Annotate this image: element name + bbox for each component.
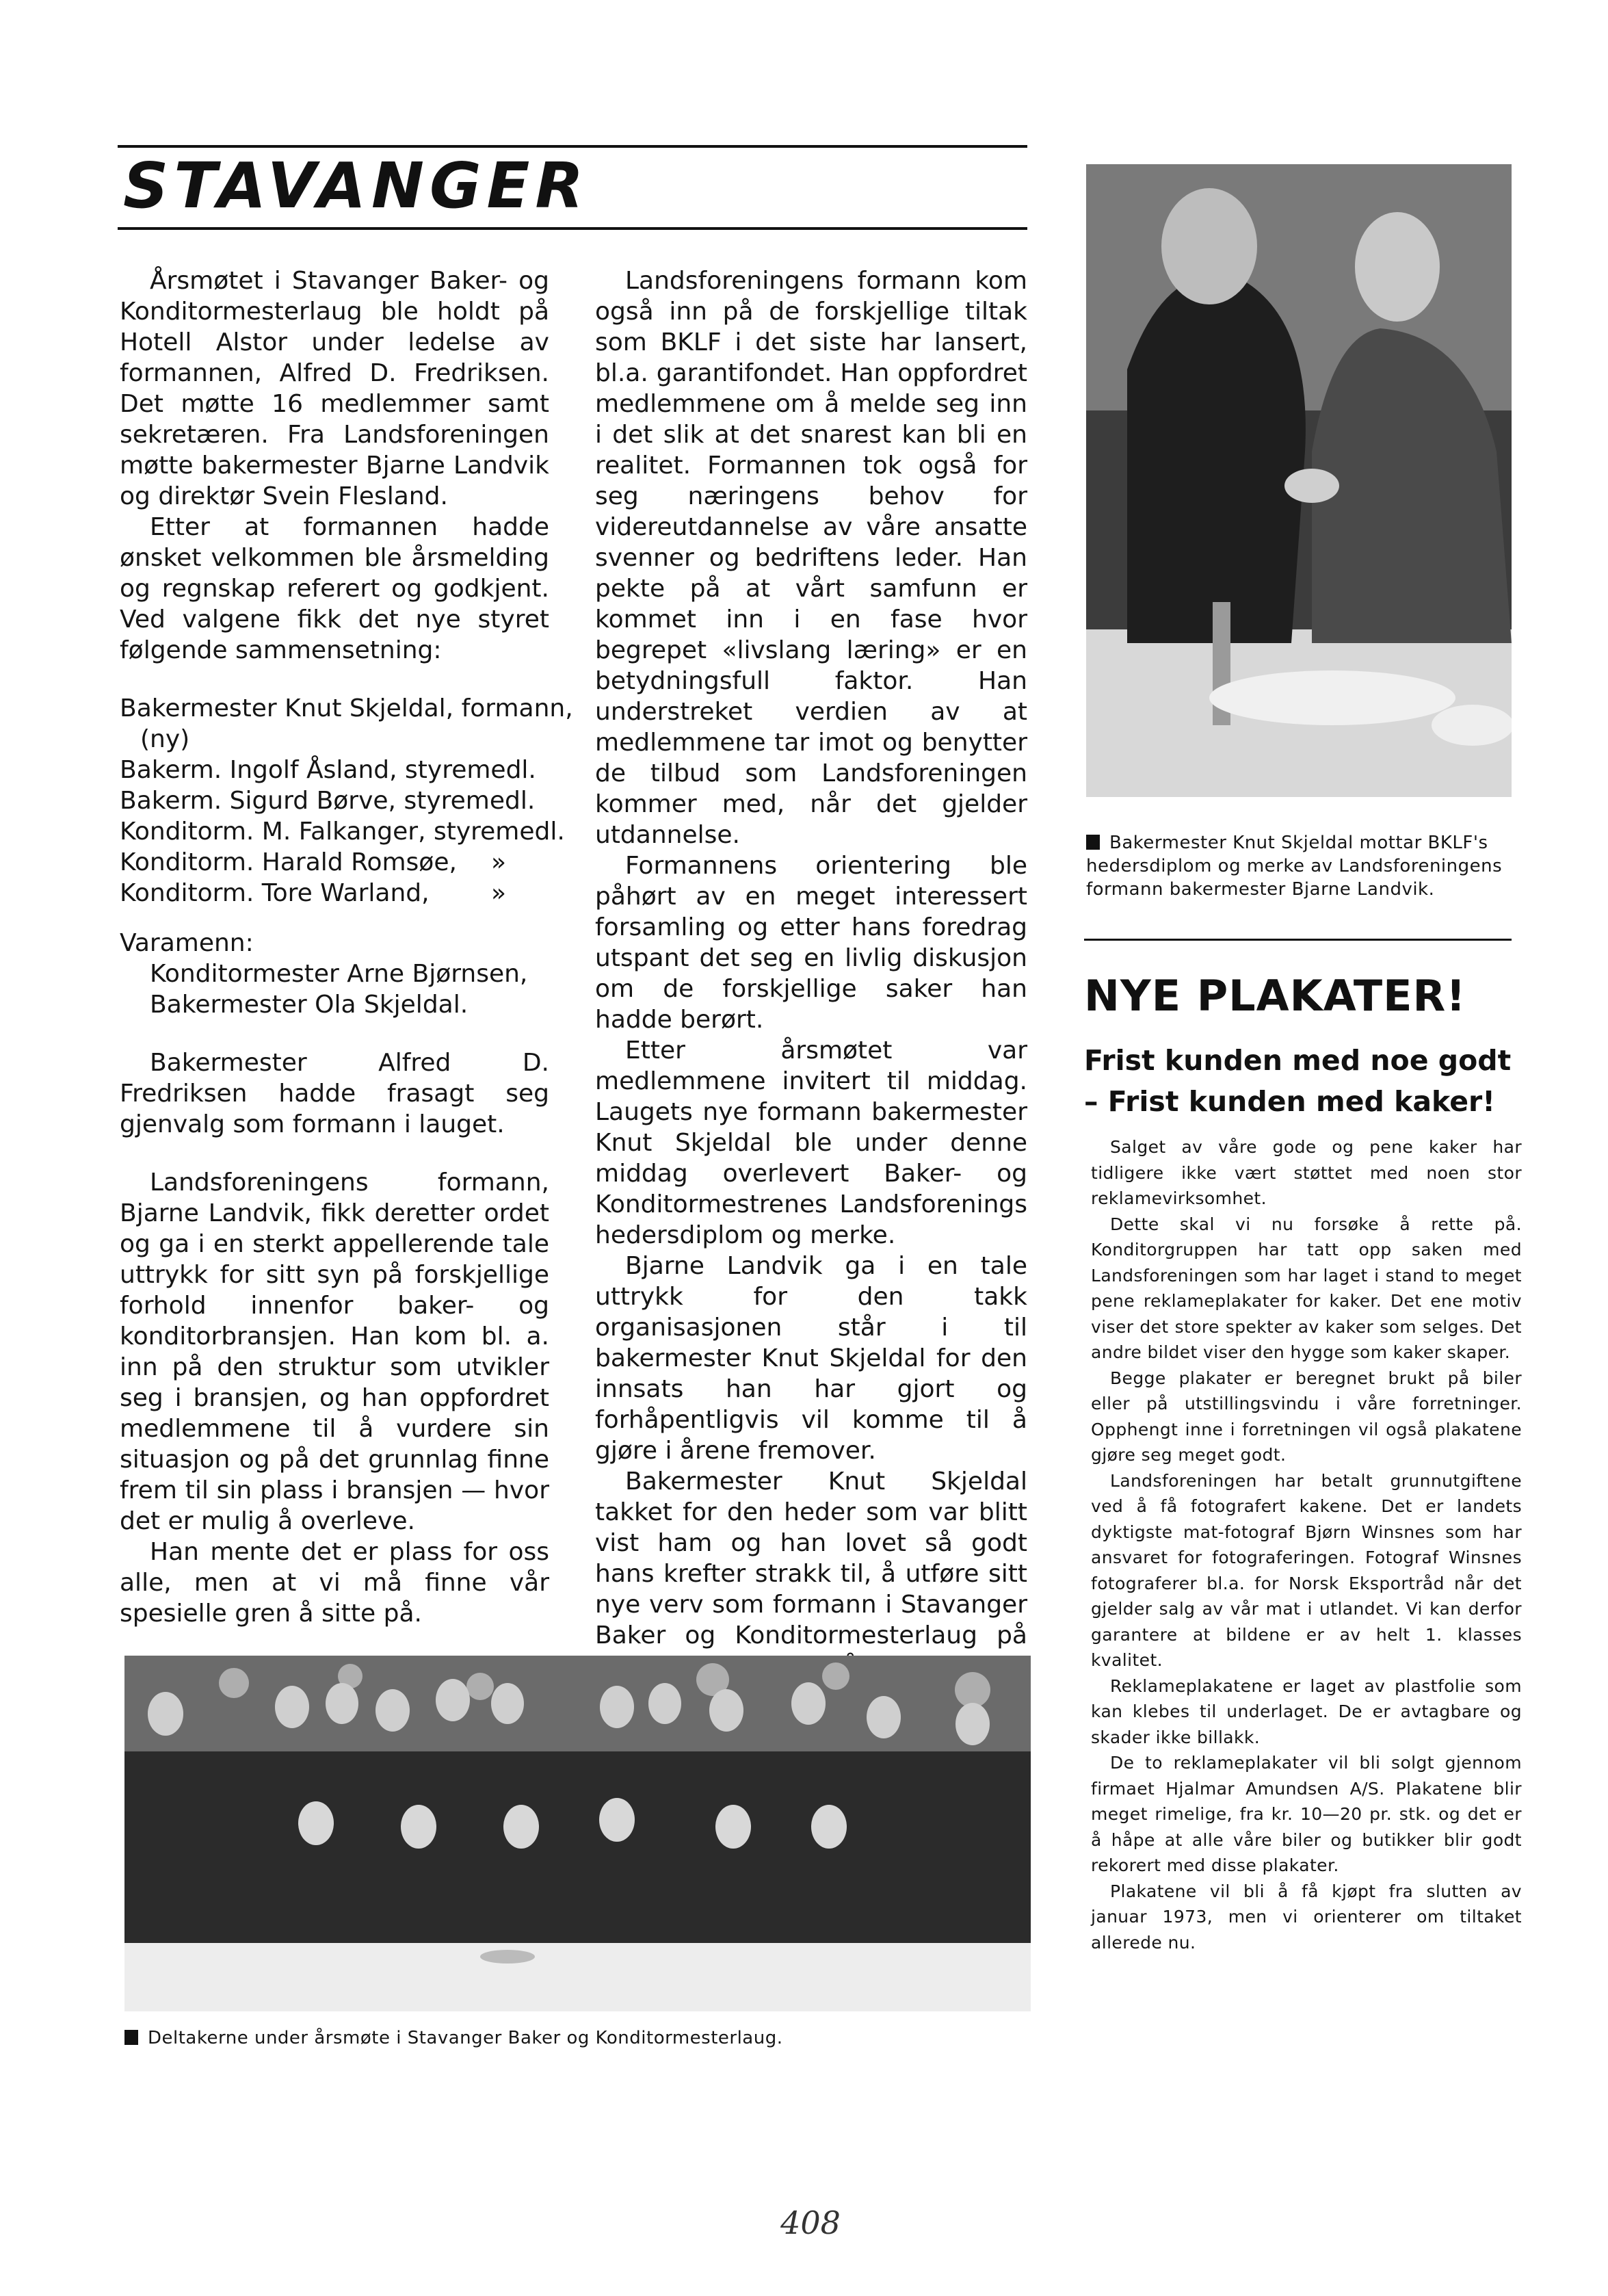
caption-bullet-icon (124, 2030, 138, 2045)
board-member: Konditorm. M. Falkanger, styremedl. (120, 818, 565, 846)
varamenn-label: Varamenn: (120, 929, 254, 957)
sidebar-rule (1084, 939, 1512, 941)
handshake-photo-caption: Bakermester Knut Skjeldal mottar BKLF's hedersdiplom og merke av Landsforeningens formann bakermester Bjarne Landvik. (1086, 833, 1503, 900)
board-member: Konditorm. Harald Romsøe, » (120, 848, 506, 876)
middle-column (595, 265, 1027, 1836)
board-member: Bakerm. Sigurd Børve, styremedl. (120, 787, 536, 815)
paragraph: Årsmøtet i Stavanger Baker- og Konditormesterlaug ble holdt på Hotell Alstor under ledelse av formannen, Alfred D. Fredriksen. Det møtte 16 medlemmer samt sekretæren. Fra Landsforeningen møtte bakermester Bjarne Landvik og direktør Svein Flesland. (120, 267, 549, 510)
paragraph: Bakermester Knut Skjeldal takket for den heder som var blitt vist ham og han lovet så godt hans krefter strakk til, å utføre sitt nye verv som formann i Stavanger Baker og Konditormesterlaug på (595, 1467, 1027, 1649)
caption-bullet-icon (1086, 835, 1100, 850)
sidebar-paragraph: Begge plakater er beregnet brukt på biler eller på utstillingsvindu i våre forretninger. Opphengt inne i forretningen vil også plakatene gjøre seg meget godt. (1091, 1368, 1522, 1465)
sidebar-paragraph: Plakatene vil bli å få kjøpt fra slutten av januar 1973, men vi orienterer om tiltaket allerede nu. (1091, 1881, 1522, 1953)
sidebar-paragraph: Landsforeningen har betalt grunnutgiftene ved å få fotografert kakene. Det er landets dyktigste mat-fotograf Bjørn Winsnes som har ansvaret for fotograferingen. Fotograf Winsnes fotograferer bl.a. for Norsk Eksportråd når det gjelder salg av vår mat i utlandet. Vi kan derfor garantere at bildene er av helt 1. klasses kvalitet. (1091, 1470, 1522, 1670)
paragraph: Etter at formannen hadde ønsket velkommen ble årsmelding og regnskap referert og godkjent. Ved valgene fikk det nye styret følgende sammensetning: (120, 513, 549, 664)
paragraph: Bjarne Landvik ga i en tale uttrykk for den takk organisasjonen står i til bakermester Knut Skjeldal for den innsats han har gjort og forhåpentligvis vil komme til å gjøre i årene fremover. (595, 1252, 1027, 1465)
board-member: (ny) (140, 725, 190, 753)
sidebar-paragraph: Reklameplakatene er laget av plastfolie som kan klebes til underlaget. De er avtagbare og skader ikke billakk. (1091, 1675, 1522, 1747)
group-photo (124, 1656, 1031, 2011)
page-number: 408 (780, 2204, 841, 2241)
board-member: Bakerm. Ingolf Åsland, styremedl. (120, 756, 536, 784)
sidebar-subtitle: Frist kunden med noe godt – Frist kunden med kaker! (1084, 1044, 1512, 1118)
handshake-photo (1086, 164, 1512, 797)
group-photo-caption: Deltakerne under årsmøte i Stavanger Baker og Konditormesterlaug. (124, 2026, 1031, 2050)
board-list (120, 693, 573, 909)
board-member: Bakermester Knut Skjeldal, formann, (120, 694, 573, 722)
paragraph: Etter årsmøtet var medlemmene invitert til middag. Laugets nye formann bakermester Knut Skjeldal ble under denne middag overlevert Baker- og Konditormestrenes Landsforenings hedersdiplom og merke. (595, 1036, 1027, 1249)
title-rule-bottom (118, 227, 1027, 230)
board-member: Konditorm. Tore Warland, » (120, 879, 506, 907)
paragraph: Formannens orientering ble påhørt av en meget interessert forsamling og etter hans foredrag utspant det seg en livlig diskusjon om de forskjellige saker han hadde berørt. (595, 852, 1027, 1034)
paragraph: Bakermester Alfred D. Fredriksen hadde frasagt seg gjenvalg som formann i lauget. (120, 1049, 549, 1138)
sidebar-title: NYE PLAKATER! (1084, 971, 1466, 1021)
article-title: STAVANGER (123, 149, 590, 222)
paragraph: Landsforeningens formann, Bjarne Landvik, fikk deretter ordet og ga i en sterkt appellerende tale uttrykk for sitt syn på forskjellige forhold innenfor baker- og konditorbransjen. Han kom bl. a. inn på den struktur som utvikler seg i bransjen, og han oppfordret medlemmene til å vurdere sin situasjon og på det grunnlag finne frem til sin plass i bransjen — hvor det er mulig å overleve. (120, 1169, 549, 1535)
sidebar-paragraph: Dette skal vi nu forsøke å rette på. Konditorgruppen har tatt opp saken med Landsforeningen som har laget i stand to meget pene reklameplakater for kaker. Det ene motiv viser det store spekter av kaker som selges. Det andre bildet viser den hygge som kaker skaper. (1091, 1214, 1522, 1362)
paragraph: Han mente det er plass for oss alle, men at vi må finne vår spesielle gren å sitte på. (120, 1538, 549, 1628)
varamann: Konditormester Arne Bjørnsen, (150, 960, 528, 988)
sidebar-paragraph: De to reklameplakater vil bli solgt gjennom firmaet Hjalmar Amundsen A/S. Plakatene blir meget rimelige, fra kr. 10—20 pr. stk. og det er å håpe at alle våre biler og butikker blir godt rekorert med disse plakater. (1091, 1753, 1522, 1875)
sidebar-body (1091, 1134, 1522, 1955)
sidebar-paragraph: Salget av våre gode og pene kaker har tidligere ikke vært støttet med noen stor reklamevirksomhet. (1091, 1137, 1522, 1208)
varamann: Bakermester Ola Skjeldal. (150, 991, 469, 1019)
title-rule-top (118, 145, 1027, 148)
paragraph: Landsforeningens formann kom også inn på de forskjellige tiltak som BKLF i det siste har lansert, bl.a. garantifondet. Han oppfordret medlemmene om å melde seg inn i det slik at det snarest kan bli en realitet. Formannen tok også for seg næringens behov for videreutdannelse av våre ansatte svenner og bedriftens leder. Han pekte på at vårt samfunn er kommet inn i en fase hvor begrepet «livslang læring» er en betydningsfull faktor. Han understreket verdien av at medlemmene tar imot og benytter de tilbud som Landsforeningen kommer med, når det gjelder utdannelse. (595, 267, 1027, 849)
left-column (120, 265, 573, 1629)
